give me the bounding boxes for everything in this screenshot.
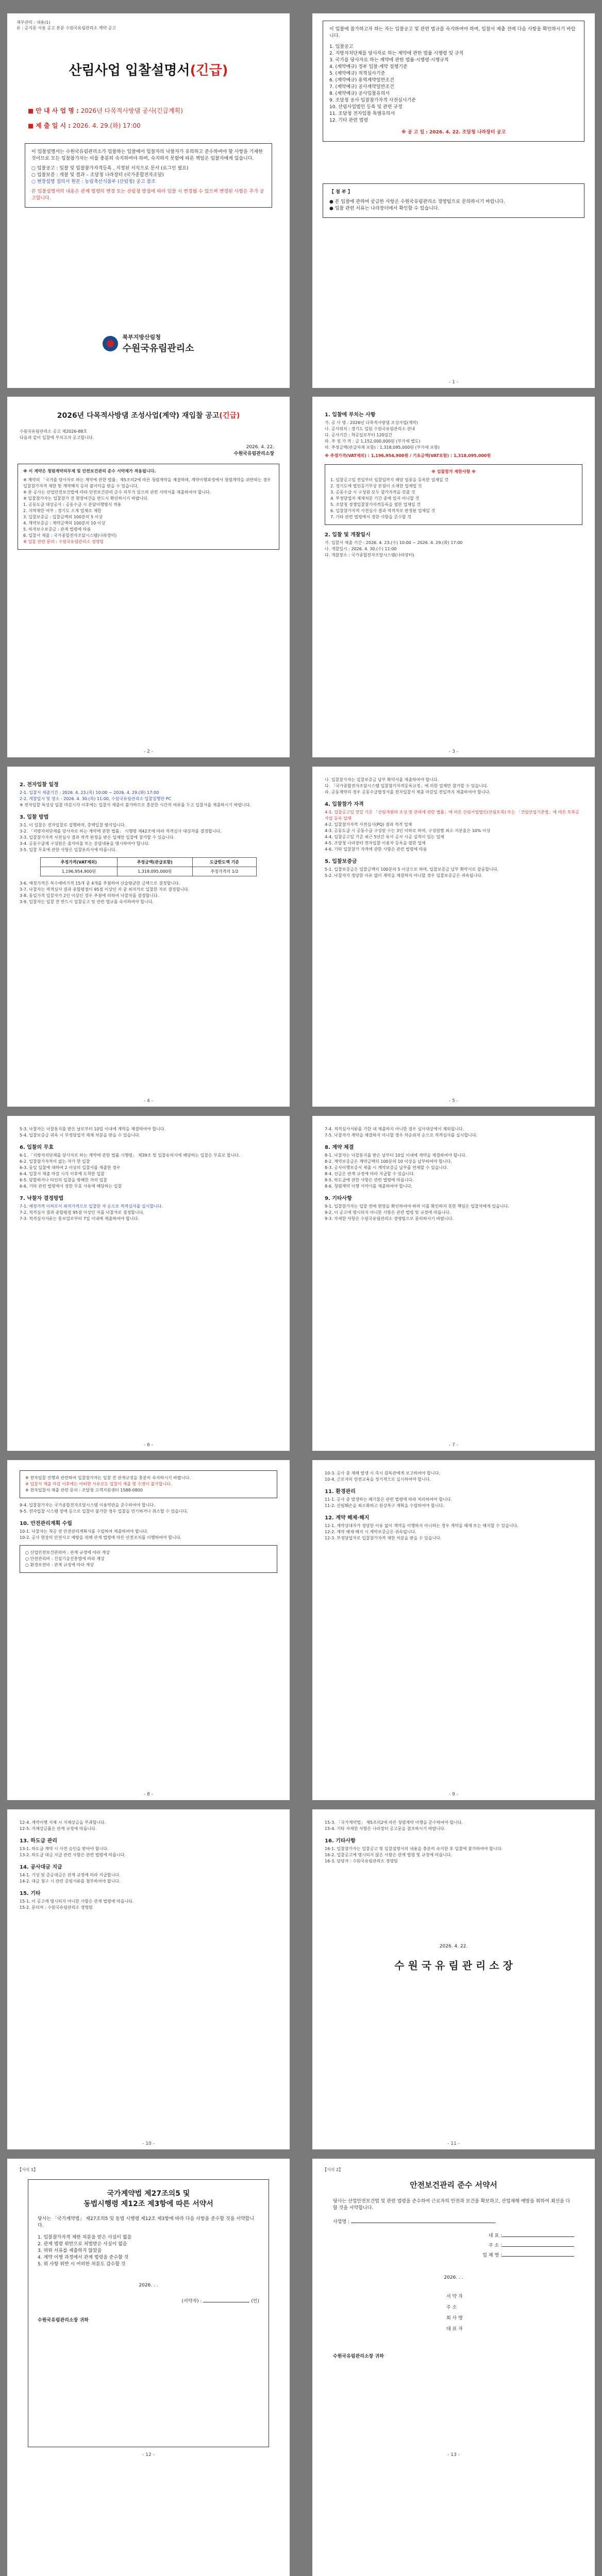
header-note: 재무관리 : 내용(1) 유 : 공지문 사용 공고 본문 수원국유림관리소 계약 공고: [16, 20, 116, 30]
page-14-safety-pledge-form: 【서식 2】 안전보건관리 준수 서약서 당사는 산업안전보건법 및 관련 법령을 준수하여 근로자의 안전과 보건을 확보하고, 산업재해 예방을 위하여 최선을 다할 것을 서약합니다. 사업명 : 대 표 : 주 소 : 업 체 명 : 2026. . . 서 약 자 주 소 회 사 명 대 표 자 수원국유림관리소장 귀하 - 13 -: [312, 2159, 595, 2576]
page-12-closing: 15-3. 「국가계약법」 제5조의2에 따른 청렴계약 이행을 준수하여야 합니다. 15-4. 기타 자세한 사항은 나라장터 공고문을 참조하시기 바랍니다. 16. 기타사항 16-1. 입찰참가자는 입찰공고 및 입찰설명서의 내용을 충분히 숙지한 후 입찰에 참가하여야 합니다. 16-2. 입찰공고에 명시되지 않은 사항은 관계 법령 및 규정에 따릅니다. 16-3. 담당자 : 수원국유림관리소 경영팀 2026. 4. 22. 수 원 국 유 림 관 리 소 장 - 11 -: [312, 1809, 595, 2149]
square-bullet-icon: ■: [28, 107, 34, 114]
page-11-payment: 12-4. 계약이행 지체 시 지체상금을 부과합니다. 12-5. 지체상금률은 관계 규정에 따릅니다. 13. 하도급 관리 13-1. 하도급 계약 시 사전 승인을 받아야 합니다. 13-2. 하도급 대금 지급 관련 사항은 관련 법령에 따릅니다. 14. 공사대금 지급 14-1. 기성 및 준공대금은 관계 규정에 따라 지급합니다. 14-2. 대금 청구 시 관련 증빙서류를 첨부하여야 합니다. 15. 기타 15-1. 이 공고에 명시되지 아니한 사항은 관계 법령에 따릅니다. 15-2. 문의처 : 수원국유림관리소 경영팀 - 10 -: [7, 1809, 290, 2149]
page-1-cover: [7, 13, 290, 388]
notice-qa-text: ○ 현장설명 질의서 원본 : 농림축산식품부 (산림청) 공고 참조: [31, 179, 156, 184]
price-table: 추정가격(VAT제외) 추정금액(관급포함) 도급한도액 기준 1,196,954,900원 1,318,095,000원 추정가격의 1/2: [40, 857, 257, 876]
cover-notice-box: 이 입찰설명서는 수원국유림관리소가 입찰하는 입찰에서 입찰자의 낙찰자가 유의하고 준수하여야 할 사항을 기재한 것이므로 모든 입찰참가자는 이를 충분히 숙지하여야 하며, 숙지하지 못함에 따른 책임은 입찰자에게 있습니다. ○ 입찰공고 : 입찰 및 입찰참가자격등록 , 지정된 서식으로 문서 (로그인 필요) ○ 입찰보증 : 개찰 및 결과 – 조달청 나라장터 (국가종합전자조달) ○ 현장설명 질의서 원본 : 농림축산식품부 (산림청) 공고 참조 본 입찰설명서의 내용은 관계 법령의 변경 또는 산림청 방침에 따라 입찰 시 변경될 수 있으며 변경된 사항은 추가 공고합니다.: [25, 143, 272, 208]
page-5-schedule: 2. 전자입찰 일정 2-1. 입찰서 제출기간 : 2026. 4. 23.(목) 10:00 ~ 2026. 4. 29.(화) 17:00 2-2. 개찰일시 및 장소 : 2026. 4. 30.(목) 11:00, 수원국유림관리소 입찰집행관 PC ※ 전자입찰 특성상 입찰 마감시각 이후에는 입찰서 제출이 불가하므로 충분한 시간적 여유를 두고 입찰서를 제출하시기 바랍니다. 3. 입찰 방법 3-1. 이 입찰은 전자입찰로 집행하며, 총액입찰 방식입니다. 3-2. 「지방자치단체를 당사자로 하는 계약에 관한 법률」 시행령 제42조에 따라 적격심사 대상자를 결정합니다. 3-3. 입찰참가자격 사전심사 결과 적격 판정을 받은 업체만 입찰에 참가할 수 있습니다. 3-4. 공동수급체 구성원은 출자비율 또는 분담내용을 명시하여야 합니다. 3-5. 입찰 무효에 관한 사항은 입찰유의서에 따릅니다. 추정가격(VAT제외) 추정금액(관급포함) 도급한도액 기준 1,196,954,900원 1,318,095,000원 추정가격의 1/2 3-6. 예정가격은 복수예비가격 15개 중 4개를 추첨하여 산술평균한 금액으로 결정합니다. 3-7. 낙찰자는 적격심사 결과 종합평점이 95점 이상인 자 중 최저가로 입찰한 자로 결정합니다. 3-8. 동일가격 입찰자가 2인 이상인 경우 추첨에 의하여 낙찰자를 결정합니다. 3-9. 입찰자는 입찰 전 반드시 입찰공고 및 관련 법규를 숙지하여야 합니다. - 4 -: [7, 767, 290, 1107]
org-logo: 북부지방산림청 수원국유림관리소: [103, 333, 194, 354]
page-13-pledge-form: 【서식 1】 국가계약법 제27조의5 및 동법시행령 제12조 제3항에 따른 서약서 당사는 「국가계약법」 제27조의5 및 동법 시행령 제12조 제3항에 따라 다음 사항을 준수할 것을 서약합니다. 1. 입찰참가자격 제한 처분을 받은 사실이 없음 2. 관계 법령 위반으로 처벌받은 사실이 없음 3. 허위 서류를 제출하지 않았음 4. 계약 이행 과정에서 관계 법령을 준수할 것 5. 위 사항 위반 시 어떠한 처분도 감수할 것 2026. . . (서약자) : (인) 수원국유림관리소장 귀하 - 12 -: [7, 2159, 290, 2576]
government-emblem-icon: [103, 336, 118, 351]
page-3-announcement: 2026년 다목적사방댐 조성사업(계약) 재입찰 공고(긴급) 수원국유림관리소 공고 제2026-88호 다음과 같이 입찰에 부치고자 공고합니다. 2026. 4. 22. 수원국유림관리소장 ※ 이 계약은 청렴계약의무제 및 안전보건관리 준수 서약제가 적용됩니다. ※ 계약의 「국가를 당사자로 하는 계약에 관한 법률」제5조의2에 따른 청렴계약을 체결하며, 계약이행과정에서 청렴계약을 위반하는 경우 입찰참가자격 제한 및 계약해지 등의 불이익을 받을 수 있습니다. ※ 본 공사는 산업안전보건법에 따라 안전보건관리 준수 의무가 있으며 관련 서약서를 제출하여야 합니다. ※ 입찰참가자는 입찰참가 전 현장여건을 반드시 확인하시기 바랍니다. 1. 공동도급 대상공사 : 공동수급 시 분담이행방식 적용 2. 지역제한 여부 : 경기도 소재 업체로 제한 3. 입찰보증금 : 입찰금액의 100분의 5 이상 4. 계약보증금 : 계약금액의 100분의 10 이상 5. 하자보수보증금 : 관계 법령에 따름 6. 입찰서 제출 : 국가종합전자조달시스템(나라장터) ※ 입찰 관련 문의 : 수원국유림관리소 경영팀 - 2 -: [7, 397, 290, 757]
attach-box: 【 첨 부 】 ● 본 입찰에 관하여 궁금한 사항은 수원국유림관리소 경영팀으로 문의하시기 바랍니다. ● 입찰 관련 서류는 나라장터에서 확인할 수 있습니다.: [323, 183, 584, 218]
cover-title-tag: (긴급): [190, 63, 228, 78]
announcement-ref: 수원국유림관리소 공고 제2026-88호: [20, 429, 88, 434]
table-row: 1,196,954,900원 1,318,095,000원 추정가격의 1/2: [41, 867, 257, 876]
cover-item-project: ■ 안 내 사 업 명 : 2026년 다목적사방댐 공사(긴급계획): [28, 107, 183, 114]
cover-title: 산림사업 입찰설명서: [69, 63, 190, 78]
pledge-form-box: 국가계약법 제27조의5 및 동법시행령 제12조 제3항에 따른 서약서 당사는 「국가계약법」 제27조의5 및 동법 시행령 제12조 제3항에 따라 다음 사항을 준수할 것을 서약합니다. 1. 입찰참가자격 제한 처분을 받은 사실이 없음 2. 관계 법령 위반으로 처벌받은 사실이 없음 3. 허위 서류를 제출하지 않았음 4. 계약 이행 과정에서 관계 법령을 준수할 것 5. 위 사항 위반 시 어떠한 처분도 감수할 것 2026. . . (서약자) : (인) 수원국유림관리소장 귀하: [28, 2179, 269, 2447]
page-10-environment: 10-3. 공사 중 재해 발생 시 즉시 감독관에게 보고하여야 합니다. 10-4. 근로자의 안전교육을 정기적으로 실시하여야 합니다. 11. 환경관리 11-1. 공사 중 발생하는 폐기물은 관련 법령에 따라 처리하여야 합니다. 11-2. 산림훼손을 최소화하고 원상복구 계획을 수립하여야 합니다. 12. 계약 해제·해지 12-1. 계약상대자가 정당한 이유 없이 계약을 이행하지 아니하는 경우 계약을 해제 또는 해지할 수 있습니다. 12-2. 계약 해제·해지 시 계약보증금은 귀속됩니다. 12-3. 부정당업자로 입찰참가자격 제한 처분을 받을 수 있습니다. - 9 -: [312, 1460, 595, 1800]
safety-cost-box: ○ 산업안전보건관리비 : 관계 규정에 따라 계상 ○ 안전관리비 : 건설기술진흥법에 따라 계상 ○ 환경보전비 : 관계 규정에 따라 계상: [20, 1545, 277, 1573]
legal-basis-box: 이 입찰에 참가하고자 하는 자는 입찰공고 및 관련 법규를 숙지하여야 하며, 입찰서 제출 전에 다음 사항을 확인하시기 바랍니다. 1. 입찰공고 2. 지방자치단체를 당사자로 하는 계약에 관한 법률 시행령 및 규칙 3. 국가를 당사자로 하는 계약에 관한 법률·시행령·시행규칙 4. (계약예규) 정부 입찰·계약 집행기준 5. (계약예규) 적격심사기준 6. (계약예규) 용역계약일반조건 7. (계약예규) 공사계약일반조건 8. (계약예규) 공사입찰유의서 9. 조달청 공사 입찰참가자격 사전심사기준 10. 산림사업법인 등록 및 관련 규정 11. 조달청 전자입찰 특별유의서 12. 기타 관련 법령 ※ 공 고 일 : 2026. 4. 22. 조달청 나라장터 공고: [323, 21, 584, 142]
page-2-legal-basis: [312, 13, 595, 388]
closing-org: 수 원 국 유 림 관 리 소 장: [394, 1959, 513, 1972]
announcement-title: 2026년 다목적사방댐 조성사업(계약) 재입찰 공고: [57, 412, 220, 420]
announcement-notice-box: ※ 이 계약은 청렴계약의무제 및 안전보건관리 준수 서약제가 적용됩니다. ※ 계약의 「국가를 당사자로 하는 계약에 관한 법률」제5조의2에 따른 청렴계약을 체결하며, 계약이행과정에서 청렴계약을 위반하는 경우 입찰참가자격 제한 및 계약해지 등의 불이익을 받을 수 있습니다. ※ 본 공사는 산업안전보건법에 따라 안전보건관리 준수 의무가 있으며 관련 서약서를 제출하여야 합니다. ※ 입찰참가자는 입찰참가 전 현장여건을 반드시 확인하시기 바랍니다. 1. 공동도급 대상공사 : 공동수급 시 분담이행방식 적용 2. 지역제한 여부 : 경기도 소재 업체로 제한 3. 입찰보증금 : 입찰금액의 100분의 5 이상 4. 계약보증금 : 계약금액의 100분의 10 이상 5. 하자보수보증금 : 관계 법령에 따름 6. 입찰서 제출 : 국가종합전자조달시스템(나라장터) ※ 입찰 관련 문의 : 수원국유림관리소 경영팀: [18, 464, 279, 550]
page-7-invalid-bids: 5-3. 낙찰자는 낙찰통지를 받은 날로부터 10일 이내에 계약을 체결하여야 합니다. 5-4. 입찰보증금 귀속 시 부정당업자 제재 처분을 받을 수 있습니다. 6. 입찰의 무효 6-1. 「지방자치단체를 당사자로 하는 계약에 관한 법률 시행령」 제39조 및 입찰유의서에 해당하는 입찰은 무효로 합니다. 6-2. 입찰참가자격이 없는 자가 한 입찰 6-3. 동일 입찰에 대하여 2 이상의 입찰서를 제출한 경우 6-4. 입찰서 제출 마감 시각 이후에 도착한 입찰 6-5. 담합하거나 타인의 입찰을 방해한 자의 입찰 6-6. 기타 관련 법령에서 정한 무효 사유에 해당하는 입찰 7. 낙찰자 결정방법 7-1. 예정가격 이하로서 최저가격으로 입찰한 자 순으로 적격심사를 실시합니다. 7-2. 적격심사 결과 종합평점 95점 이상인 자를 낙찰자로 결정합니다. 7-3. 적격심사서류는 통보일로부터 7일 이내에 제출하여야 합니다. - 6 -: [7, 1116, 290, 1451]
page-6-qualification: 나. 입찰참가자는 입찰보증금 납부 확약서를 제출하여야 합니다. 다. 「국가종합전자조달시스템 입찰참가자격등록규정」에 의한 업체만 참가할 수 있습니다. 라. 공동계약의 경우 공동수급협정서를 전자입찰서 제출 마감일 전일까지 제출하여야 합니다. 4. 입찰참가 자격 4-1. 입찰공고일 전일 기준 「산림자원의 조성 및 관리에 관한 법률」에 따른 산림사업법인(산림토목) 또는 「건설산업기본법」에 따른 토목공사업 등록 업체 4-2. 입찰참가자격 사전심사(PQ) 결과 적격 업체 4-3. 공동도급 시 공동수급 구성원 수는 3인 이하로 하며, 구성원별 최소 지분율은 10% 이상 4-4. 입찰공고일 기준 최근 5년간 유사 공사 시공 실적이 있는 업체 4-5. 조달청 나라장터 전자입찰 이용자 등록을 필한 업체 4-6. 기타 입찰참가 자격에 관한 사항은 관련 법령에 따름 5. 입찰보증금 5-1. 입찰보증금은 입찰금액의 100분의 5 이상으로 하며, 입찰보증금 납부 확약서로 갈음합니다. 5-2. 낙찰자가 정당한 이유 없이 계약을 체결하지 아니할 경우 입찰보증금은 귀속됩니다. - 5 -: [312, 767, 595, 1107]
page-8-contract: 7-4. 적격심사서류를 기한 내 제출하지 아니한 경우 심사대상에서 제외됩니다. 7-5. 낙찰자가 계약을 체결하지 아니할 경우 차순위자 순으로 적격심사를 실시합니다. 8. 계약 체결 8-1. 낙찰자는 낙찰통지를 받은 날부터 10일 이내에 계약을 체결하여야 합니다. 8-2. 계약보증금은 계약금액의 100분의 10 이상을 납부하여야 합니다. 8-3. 공사이행보증서 제출 시 계약보증금 납부를 면제할 수 있습니다. 8-4. 선금은 관계 규정에 따라 지급할 수 있습니다. 8-5. 하도급에 관한 사항은 관련 법령에 따릅니다. 8-6. 청렴계약 이행 서약서를 제출하여야 합니다. 9. 기타사항 9-1. 입찰참가자는 입찰 전에 현장을 확인하여야 하며 이를 확인하지 못한 책임은 입찰자에게 있습니다. 9-2. 이 공고에 명시되지 아니한 사항은 관련 법령 및 규정에 따릅니다. 9-3. 자세한 사항은 수원국유림관리소 경영팀으로 문의하시기 바랍니다. - 7 -: [312, 1116, 595, 1451]
address-field[interactable]: [502, 2246, 574, 2247]
bid-restriction-box: ※ 입찰참가 제한사항 ※ 1. 입찰공고일 전일부터 입찰일까지 해당 업종을 등록한 업체일 것 2. 경기도에 법인등기부상 본점이 소재한 업체일 것 3. 공동수급 시 구성원 모두 참가자격을 갖출 것 4. 부정당업자 제재처분 기간 중에 있지 아니할 것 5. 조달청 경쟁입찰참가자격등록을 필한 업체일 것 6. 입찰참가자격 사전심사 결과 적격자로 판정된 업체일 것 7. 기타 관련 법령에서 정한 사항을 준수할 것: [325, 464, 582, 525]
safety-pledge-title: 안전보건관리 준수 서약서: [410, 2180, 497, 2190]
cover-item-deadline: ■ 제 출 일 시 : 2026. 4. 29.(화) 17:00: [28, 122, 141, 129]
page-4-bid-items: 1. 입찰에 부치는 사항 가. 공 사 명 : 2026년 다목적사방댐 조성사업(계약) 나. 공사위치 : 경기도 일원 수원국유림관리소 관내 다. 공사기간 : 착공일로부터 120일간 라. 추 정 가 격 : 금 1,152,000,000원 (부가세 별도) 마. 추정금액(관급자재 포함) : 1,318,095,000원 (부가세 포함) ※ 추정가격(VAT제외) : 1,196,954,900원 / 기초금액(VAT포함) : 1,318,095,000원 ※ 입찰참가 제한사항 ※ 1. 입찰공고일 전일부터 입찰일까지 해당 업종을 등록한 업체일 것 2. 경기도에 법인등기부상 본점이 소재한 업체일 것 3. 공동수급 시 구성원 모두 참가자격을 갖출 것 4. 부정당업자 제재처분 기간 중에 있지 아니할 것 5. 조달청 경쟁입찰참가자격등록을 필한 업체일 것 6. 입찰참가자격 사전심사 결과 적격자로 판정된 업체일 것 7. 기타 관련 법령에서 정한 사항을 준수할 것 2. 입찰 및 개찰일시 가. 입찰서 제출 기간 : 2026. 4. 23.(수) 10:00 ~ 2026. 4. 29.(화) 17:00 나. 개찰일시 : 2026. 4. 30.(수) 11:00 다. 개찰장소 : 국가종합전자조달시스템(나라장터) - 3 -: [312, 397, 595, 757]
page-9-safety: ※ 전자입찰 진행과 관련하여 입찰참가자는 입찰 전 관계규정을 충분히 숙지하시기 바랍니다. ※ 입찰서 제출 마감 이후에는 어떠한 사유로도 입찰서 제출 및 수정이 불가합니다. ※ 전자입찰서 제출 관련 문의 : 조달청 고객지원센터 1588-0800 9-4. 입찰참가자는 국가종합전자조달시스템 이용약관을 준수하여야 합니다. 9-5. 전자입찰 시스템 장애 등으로 입찰이 불가한 경우 입찰을 연기하거나 취소할 수 있습니다. 10. 안전관리계획 수립 10-1. 낙찰자는 착공 전 안전관리계획서를 수립하여 제출하여야 합니다. 10-2. 공사 현장의 안전사고 예방을 위해 관계 법령에 따른 안전조치를 이행하여야 합니다. ○ 산업안전보건관리비 : 관계 규정에 따라 계상 ○ 안전관리비 : 건설기술진흥법에 따라 계상 ○ 환경보전비 : 관계 규정에 따라 계상 - 8 -: [7, 1460, 290, 1800]
company-field[interactable]: [502, 2256, 574, 2257]
representative-field[interactable]: [502, 2236, 574, 2237]
e-bid-notice-box: ※ 전자입찰 진행과 관련하여 입찰참가자는 입찰 전 관계규정을 충분히 숙지하시기 바랍니다. ※ 입찰서 제출 마감 이후에는 어떠한 사유로도 입찰서 제출 및 수정이 불가합니다. ※ 전자입찰서 제출 관련 문의 : 조달청 고객지원센터 1588-0800: [20, 1470, 277, 1498]
page-number: - 1 -: [449, 380, 458, 385]
square-bullet-icon: ■: [28, 122, 34, 129]
